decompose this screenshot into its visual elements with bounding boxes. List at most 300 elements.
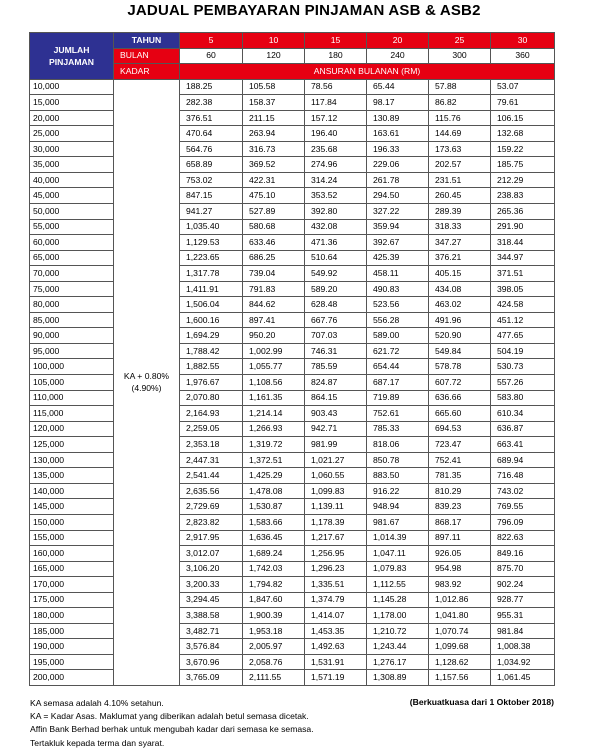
installment-cell: 1,047.11 xyxy=(367,546,429,562)
installment-cell: 371.51 xyxy=(491,266,555,282)
installment-cell: 3,765.09 xyxy=(180,670,243,686)
installment-cell: 291.90 xyxy=(491,219,555,235)
installment-cell: 822.63 xyxy=(491,530,555,546)
installment-cell: 158.37 xyxy=(243,95,305,111)
installment-cell: 791.83 xyxy=(243,281,305,297)
bulan-cell: 180 xyxy=(305,48,367,64)
installment-cell: 636.66 xyxy=(429,390,491,406)
installment-cell: 65.44 xyxy=(367,79,429,95)
tahun-cell: 25 xyxy=(429,33,491,49)
installment-cell: 327.22 xyxy=(367,204,429,220)
installment-cell: 981.99 xyxy=(305,437,367,453)
table-row xyxy=(30,577,555,593)
installment-cell: 405.15 xyxy=(429,266,491,282)
table-row xyxy=(30,406,555,422)
installment-cell: 752.61 xyxy=(367,406,429,422)
loan-amount-cell: 35,000 xyxy=(30,157,114,173)
installment-cell: 491.96 xyxy=(429,312,491,328)
installment-cell: 2,823.82 xyxy=(180,514,243,530)
installment-cell: 2,541.44 xyxy=(180,468,243,484)
installment-cell: 850.78 xyxy=(367,452,429,468)
installment-cell: 1,041.80 xyxy=(429,608,491,624)
installment-cell: 707.03 xyxy=(305,328,367,344)
installment-cell: 1,145.28 xyxy=(367,592,429,608)
installment-cell: 665.60 xyxy=(429,406,491,422)
installment-cell: 1,108.56 xyxy=(243,375,305,391)
installment-cell: 274.96 xyxy=(305,157,367,173)
table-row xyxy=(30,235,555,251)
installment-cell: 157.12 xyxy=(305,110,367,126)
installment-cell: 316.73 xyxy=(243,141,305,157)
footnote-line: Tertakluk kepada terma dan syarat. xyxy=(30,737,165,748)
installment-cell: 510.64 xyxy=(305,250,367,266)
installment-cell: 1,276.17 xyxy=(367,654,429,670)
installment-cell: 902.24 xyxy=(491,577,555,593)
table-row xyxy=(30,499,555,515)
installment-cell: 868.17 xyxy=(429,514,491,530)
installment-cell: 1,256.95 xyxy=(305,546,367,562)
installment-cell: 1,788.42 xyxy=(180,343,243,359)
installment-cell: 1,742.03 xyxy=(243,561,305,577)
table-row xyxy=(30,530,555,546)
installment-cell: 185.75 xyxy=(491,157,555,173)
installment-cell: 810.29 xyxy=(429,483,491,499)
installment-cell: 903.43 xyxy=(305,406,367,422)
installment-cell: 746.31 xyxy=(305,343,367,359)
installment-cell: 633.46 xyxy=(243,235,305,251)
installment-cell: 212.29 xyxy=(491,172,555,188)
installment-cell: 1,070.74 xyxy=(429,623,491,639)
installment-cell: 376.51 xyxy=(180,110,243,126)
installment-cell: 144.69 xyxy=(429,126,491,142)
table-row xyxy=(30,172,555,188)
installment-cell: 238.83 xyxy=(491,188,555,204)
table-row xyxy=(30,608,555,624)
installment-cell: 173.63 xyxy=(429,141,491,157)
installment-cell: 1,008.38 xyxy=(491,639,555,655)
loan-amount-cell: 15,000 xyxy=(30,95,114,111)
installment-cell: 769.55 xyxy=(491,499,555,515)
loan-amount-cell: 45,000 xyxy=(30,188,114,204)
installment-cell: 504.19 xyxy=(491,343,555,359)
installment-cell: 1,060.55 xyxy=(305,468,367,484)
installment-cell: 2,058.76 xyxy=(243,654,305,670)
installment-cell: 3,576.84 xyxy=(180,639,243,655)
installment-cell: 196.33 xyxy=(367,141,429,157)
installment-cell: 289.39 xyxy=(429,204,491,220)
loan-amount-cell: 25,000 xyxy=(30,126,114,142)
installment-cell: 580.68 xyxy=(243,219,305,235)
bulan-cell: 360 xyxy=(491,48,555,64)
installment-cell: 282.38 xyxy=(180,95,243,111)
installment-cell: 1,112.55 xyxy=(367,577,429,593)
installment-cell: 897.11 xyxy=(429,530,491,546)
loan-amount-cell: 175,000 xyxy=(30,592,114,608)
installment-cell: 451.12 xyxy=(491,312,555,328)
table-row xyxy=(30,204,555,220)
table-row xyxy=(30,437,555,453)
installment-cell: 475.10 xyxy=(243,188,305,204)
installment-cell: 1,139.11 xyxy=(305,499,367,515)
installment-cell: 667.76 xyxy=(305,312,367,328)
installment-cell: 686.25 xyxy=(243,250,305,266)
installment-cell: 796.09 xyxy=(491,514,555,530)
installment-cell: 490.83 xyxy=(367,281,429,297)
installment-cell: 636.87 xyxy=(491,421,555,437)
installment-cell: 1,055.77 xyxy=(243,359,305,375)
installment-cell: 1,319.72 xyxy=(243,437,305,453)
installment-cell: 520.90 xyxy=(429,328,491,344)
installment-cell: 578.78 xyxy=(429,359,491,375)
table-body xyxy=(30,79,555,685)
loan-amount-cell: 130,000 xyxy=(30,452,114,468)
installment-cell: 1,178.00 xyxy=(367,608,429,624)
installment-cell: 1,223.65 xyxy=(180,250,243,266)
installment-cell: 117.84 xyxy=(305,95,367,111)
installment-cell: 981.84 xyxy=(491,623,555,639)
kadar-label: KADAR xyxy=(114,64,180,80)
loan-amount-label: JUMLAH PINJAMAN xyxy=(49,44,94,67)
page-title: JADUAL PEMBAYARAN PINJAMAN ASB & ASB2 xyxy=(127,2,481,19)
table-row xyxy=(30,670,555,686)
installment-cell: 1,217.67 xyxy=(305,530,367,546)
loan-amount-cell: 120,000 xyxy=(30,421,114,437)
installment-cell: 1,882.55 xyxy=(180,359,243,375)
installment-cell: 1,478.08 xyxy=(243,483,305,499)
installment-cell: 3,200.33 xyxy=(180,577,243,593)
installment-cell: 78.56 xyxy=(305,79,367,95)
installment-cell: 86.82 xyxy=(429,95,491,111)
installment-cell: 950.20 xyxy=(243,328,305,344)
installment-cell: 1,583.66 xyxy=(243,514,305,530)
installment-cell: 105.58 xyxy=(243,79,305,95)
installment-cell: 3,388.58 xyxy=(180,608,243,624)
tahun-cell: 5 xyxy=(180,33,243,49)
installment-cell: 2,635.56 xyxy=(180,483,243,499)
bulan-cell: 300 xyxy=(429,48,491,64)
table-row xyxy=(30,514,555,530)
loan-amount-cell: 110,000 xyxy=(30,390,114,406)
tahun-cell: 20 xyxy=(367,33,429,49)
installment-cell: 1,128.62 xyxy=(429,654,491,670)
installment-cell: 261.78 xyxy=(367,172,429,188)
installment-cell: 392.67 xyxy=(367,235,429,251)
installment-cell: 79.61 xyxy=(491,95,555,111)
installment-cell: 723.47 xyxy=(429,437,491,453)
installment-cell: 743.02 xyxy=(491,483,555,499)
installment-cell: 3,106.20 xyxy=(180,561,243,577)
installment-cell: 1,099.83 xyxy=(305,483,367,499)
bulan-label: BULAN xyxy=(114,48,180,64)
installment-cell: 57.88 xyxy=(429,79,491,95)
table-row xyxy=(30,250,555,266)
installment-cell: 689.94 xyxy=(491,452,555,468)
installment-cell: 556.28 xyxy=(367,312,429,328)
loan-amount-cell: 90,000 xyxy=(30,328,114,344)
bulan-cell: 240 xyxy=(367,48,429,64)
loan-amount-cell: 140,000 xyxy=(30,483,114,499)
loan-amount-cell: 190,000 xyxy=(30,639,114,655)
installment-cell: 663.41 xyxy=(491,437,555,453)
installment-cell: 589.00 xyxy=(367,328,429,344)
installment-cell: 398.05 xyxy=(491,281,555,297)
installment-cell: 1,021.27 xyxy=(305,452,367,468)
installment-cell: 818.06 xyxy=(367,437,429,453)
installment-cell: 265.36 xyxy=(491,204,555,220)
footnote-line: Affin Bank Berhad berhak untuk mengubah kadar dari semasa ke semasa. xyxy=(30,724,314,735)
installment-cell: 530.73 xyxy=(491,359,555,375)
table-row xyxy=(30,312,555,328)
loan-amount-cell: 55,000 xyxy=(30,219,114,235)
installment-cell: 1,210.72 xyxy=(367,623,429,639)
installment-cell: 658.89 xyxy=(180,157,243,173)
installment-cell: 344.97 xyxy=(491,250,555,266)
installment-cell: 318.44 xyxy=(491,235,555,251)
installment-cell: 844.62 xyxy=(243,297,305,313)
installment-cell: 263.94 xyxy=(243,126,305,142)
installment-cell: 2,005.97 xyxy=(243,639,305,655)
loan-amount-cell: 180,000 xyxy=(30,608,114,624)
tahun-cell: 10 xyxy=(243,33,305,49)
installment-cell: 1,034.92 xyxy=(491,654,555,670)
installment-cell: 1,847.60 xyxy=(243,592,305,608)
installment-cell: 954.98 xyxy=(429,561,491,577)
installment-cell: 981.67 xyxy=(367,514,429,530)
installment-cell: 2,164.93 xyxy=(180,406,243,422)
installment-cell: 1,600.16 xyxy=(180,312,243,328)
installment-cell: 159.22 xyxy=(491,141,555,157)
installment-cell: 1,308.89 xyxy=(367,670,429,686)
loan-amount-cell: 75,000 xyxy=(30,281,114,297)
installment-cell: 196.40 xyxy=(305,126,367,142)
installment-cell: 1,374.79 xyxy=(305,592,367,608)
table-row xyxy=(30,126,555,142)
table-row xyxy=(30,79,555,95)
installment-cell: 1,794.82 xyxy=(243,577,305,593)
installment-cell: 2,729.69 xyxy=(180,499,243,515)
installment-cell: 926.05 xyxy=(429,546,491,562)
loan-amount-cell: 145,000 xyxy=(30,499,114,515)
installment-cell: 1,694.29 xyxy=(180,328,243,344)
installment-cell: 752.41 xyxy=(429,452,491,468)
installment-cell: 883.50 xyxy=(367,468,429,484)
installment-cell: 211.15 xyxy=(243,110,305,126)
installment-cell: 1,411.91 xyxy=(180,281,243,297)
installment-cell: 1,214.14 xyxy=(243,406,305,422)
installment-cell: 1,506.04 xyxy=(180,297,243,313)
ansuran-header: ANSURAN BULANAN (RM) xyxy=(180,64,555,80)
installment-cell: 1,492.63 xyxy=(305,639,367,655)
loan-amount-cell: 30,000 xyxy=(30,141,114,157)
installment-cell: 260.45 xyxy=(429,188,491,204)
installment-cell: 1,099.68 xyxy=(429,639,491,655)
tahun-cell: 15 xyxy=(305,33,367,49)
table-row xyxy=(30,219,555,235)
table-row xyxy=(30,297,555,313)
installment-cell: 424.58 xyxy=(491,297,555,313)
installment-cell: 471.36 xyxy=(305,235,367,251)
installment-cell: 369.52 xyxy=(243,157,305,173)
loan-amount-cell: 50,000 xyxy=(30,204,114,220)
installment-cell: 1,953.18 xyxy=(243,623,305,639)
bulan-cell: 60 xyxy=(180,48,243,64)
installment-cell: 694.53 xyxy=(429,421,491,437)
installment-cell: 1,425.29 xyxy=(243,468,305,484)
installment-cell: 98.17 xyxy=(367,95,429,111)
table-row xyxy=(30,188,555,204)
installment-cell: 2,917.95 xyxy=(180,530,243,546)
installment-cell: 824.87 xyxy=(305,375,367,391)
footnote-line: KA = Kadar Asas. Maklumat yang diberikan adalah betul semasa dicetak. xyxy=(30,711,309,722)
installment-cell: 318.33 xyxy=(429,219,491,235)
loan-amount-cell: 125,000 xyxy=(30,437,114,453)
table-row xyxy=(30,359,555,375)
installment-cell: 106.15 xyxy=(491,110,555,126)
installment-cell: 1,061.45 xyxy=(491,670,555,686)
tahun-cell: 30 xyxy=(491,33,555,49)
installment-cell: 1,296.23 xyxy=(305,561,367,577)
installment-cell: 130.89 xyxy=(367,110,429,126)
table-row xyxy=(30,639,555,655)
table-row xyxy=(30,483,555,499)
installment-cell: 392.80 xyxy=(305,204,367,220)
installment-cell: 1,414.07 xyxy=(305,608,367,624)
loan-amount-cell: 60,000 xyxy=(30,235,114,251)
installment-cell: 1,161.35 xyxy=(243,390,305,406)
installment-cell: 739.04 xyxy=(243,266,305,282)
loan-amount-cell: 100,000 xyxy=(30,359,114,375)
tahun-label: TAHUN xyxy=(114,33,180,49)
table-row xyxy=(30,266,555,282)
installment-cell: 785.33 xyxy=(367,421,429,437)
installment-cell: 864.15 xyxy=(305,390,367,406)
installment-cell: 1,035.40 xyxy=(180,219,243,235)
installment-cell: 3,294.45 xyxy=(180,592,243,608)
loan-amount-cell: 95,000 xyxy=(30,343,114,359)
rate-line-2: (4.90%) xyxy=(131,383,162,394)
installment-cell: 1,002.99 xyxy=(243,343,305,359)
loan-amount-cell: 160,000 xyxy=(30,546,114,562)
table-row xyxy=(30,452,555,468)
installment-cell: 928.77 xyxy=(491,592,555,608)
table-row xyxy=(30,375,555,391)
loan-amount-cell: 70,000 xyxy=(30,266,114,282)
installment-cell: 583.80 xyxy=(491,390,555,406)
installment-cell: 359.94 xyxy=(367,219,429,235)
rate-cell xyxy=(114,79,180,685)
loan-amount-cell: 85,000 xyxy=(30,312,114,328)
installment-cell: 621.72 xyxy=(367,343,429,359)
rate-line-1: KA + 0.80% xyxy=(123,371,170,382)
installment-cell: 549.84 xyxy=(429,343,491,359)
installment-cell: 1,129.53 xyxy=(180,235,243,251)
installment-cell: 1,012.86 xyxy=(429,592,491,608)
installment-cell: 839.23 xyxy=(429,499,491,515)
installment-cell: 849.16 xyxy=(491,546,555,562)
installment-cell: 589.20 xyxy=(305,281,367,297)
loan-amount-cell: 185,000 xyxy=(30,623,114,639)
installment-cell: 3,670.96 xyxy=(180,654,243,670)
loan-amount-cell: 170,000 xyxy=(30,577,114,593)
loan-amount-cell: 105,000 xyxy=(30,375,114,391)
table-row xyxy=(30,157,555,173)
table-row xyxy=(30,561,555,577)
installment-cell: 132.68 xyxy=(491,126,555,142)
loan-amount-cell: 115,000 xyxy=(30,406,114,422)
installment-cell: 654.44 xyxy=(367,359,429,375)
installment-cell: 1,335.51 xyxy=(305,577,367,593)
installment-cell: 1,900.39 xyxy=(243,608,305,624)
installment-cell: 425.39 xyxy=(367,250,429,266)
installment-cell: 188.25 xyxy=(180,79,243,95)
table-row xyxy=(30,343,555,359)
table-row xyxy=(30,592,555,608)
table-row xyxy=(30,281,555,297)
installment-cell: 753.02 xyxy=(180,172,243,188)
installment-cell: 564.76 xyxy=(180,141,243,157)
loan-amount-cell: 10,000 xyxy=(30,79,114,95)
installment-cell: 477.65 xyxy=(491,328,555,344)
table-row xyxy=(30,110,555,126)
installment-cell: 781.35 xyxy=(429,468,491,484)
loan-amount-cell: 165,000 xyxy=(30,561,114,577)
installment-cell: 523.56 xyxy=(367,297,429,313)
installment-cell: 3,012.07 xyxy=(180,546,243,562)
installment-cell: 716.48 xyxy=(491,468,555,484)
loan-amount-cell: 150,000 xyxy=(30,514,114,530)
installment-cell: 2,070.80 xyxy=(180,390,243,406)
loan-amount-cell: 155,000 xyxy=(30,530,114,546)
installment-cell: 1,014.39 xyxy=(367,530,429,546)
effective-date: (Berkuatkuasa dari 1 Oktober 2018) xyxy=(409,697,554,707)
footnote-line: KA semasa adalah 4.10% setahun. xyxy=(30,698,164,708)
repayment-table xyxy=(29,32,555,686)
installment-cell: 229.06 xyxy=(367,157,429,173)
installment-cell: 434.08 xyxy=(429,281,491,297)
table-row xyxy=(30,546,555,562)
installment-cell: 1,530.87 xyxy=(243,499,305,515)
table-row xyxy=(30,328,555,344)
bulan-cell: 120 xyxy=(243,48,305,64)
installment-cell: 687.17 xyxy=(367,375,429,391)
loan-amount-cell: 200,000 xyxy=(30,670,114,686)
installment-cell: 719.89 xyxy=(367,390,429,406)
installment-cell: 458.11 xyxy=(367,266,429,282)
loan-amount-cell: 65,000 xyxy=(30,250,114,266)
installment-cell: 1,636.45 xyxy=(243,530,305,546)
installment-cell: 314.24 xyxy=(305,172,367,188)
table-row xyxy=(30,468,555,484)
installment-cell: 527.89 xyxy=(243,204,305,220)
loan-amount-cell: 40,000 xyxy=(30,172,114,188)
installment-cell: 607.72 xyxy=(429,375,491,391)
installment-cell: 1,178.39 xyxy=(305,514,367,530)
installment-cell: 1,976.67 xyxy=(180,375,243,391)
installment-cell: 1,571.19 xyxy=(305,670,367,686)
installment-cell: 163.61 xyxy=(367,126,429,142)
loan-amount-cell: 195,000 xyxy=(30,654,114,670)
installment-cell: 1,079.83 xyxy=(367,561,429,577)
table-row xyxy=(30,421,555,437)
installment-cell: 2,353.18 xyxy=(180,437,243,453)
installment-cell: 1,317.78 xyxy=(180,266,243,282)
installment-cell: 470.64 xyxy=(180,126,243,142)
installment-cell: 2,259.05 xyxy=(180,421,243,437)
installment-cell: 235.68 xyxy=(305,141,367,157)
table-row xyxy=(30,95,555,111)
installment-cell: 1,372.51 xyxy=(243,452,305,468)
installment-cell: 1,243.44 xyxy=(367,639,429,655)
